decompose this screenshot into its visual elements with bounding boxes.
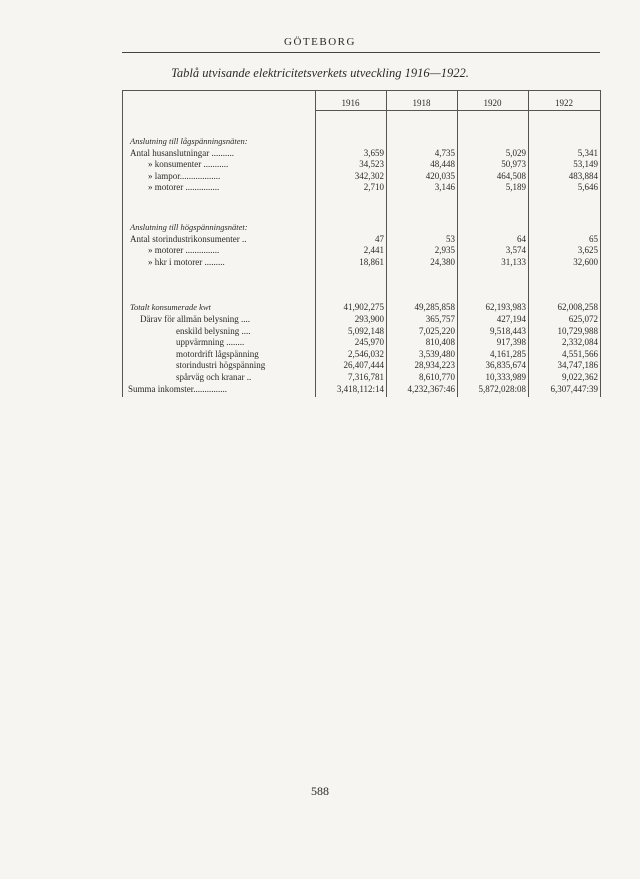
row-label: » konsumenter ........... [148,159,229,170]
table-cell: 4,161,285 [490,348,526,359]
total-cell: 6,307,447:39 [550,383,598,394]
table-cell: 2,441 [363,245,384,256]
table-cell: 26,407,444 [343,360,384,371]
table-cell: 7,316,781 [348,372,384,382]
table-cell: 28,934,223 [414,360,455,371]
table-cell: 3,574 [505,245,526,256]
page-header: GÖTEBORG [284,36,356,48]
table-cell: 10,729,988 [557,325,598,336]
table-cell: 427,194 [496,314,526,324]
table-cell: 5,646 [577,182,598,193]
row-label: » hkr i motorer ......... [148,256,225,267]
table-cell: 4,735 [434,147,455,158]
table-cell: 4,551,566 [562,348,598,359]
year-header: 1920 [483,98,502,108]
table-cell: 41,902,275 [343,302,384,313]
section-heading: Anslutning till högspänningsnätet: [130,222,248,232]
table-cell: 32,600 [573,256,598,267]
table-cell: 48,448 [430,159,455,170]
table-cell: 5,029 [505,147,526,158]
table-title: Tablå utvisande elektricitetsverkets utveckling 1916—1922. [171,66,469,80]
table-cell: 3,539,480 [419,348,455,359]
table-cell: 2,332,084 [562,337,598,348]
table-cell: 62,193,983 [485,302,526,313]
total-cell: 3,418,112:14 [336,383,384,394]
table-cell: 3,625 [577,245,598,256]
table-cell: 53,149 [573,159,598,170]
table-cell: 3,146 [434,182,455,193]
table-cell: 50,973 [501,159,526,170]
column-divider [600,90,601,397]
table-cell: 64 [517,233,526,244]
header-row-divider [315,110,600,111]
row-label: » motorer ............... [148,245,220,256]
table-cell: 342,302 [354,170,384,181]
table-cell: 2,935 [434,245,455,256]
table-cell: 2,546,032 [348,348,384,359]
table-cell: 3,659 [363,147,384,158]
row-label: Därav för allmän belysning .... [140,314,250,324]
section-heading: Anslutning till lågspänningsnäten: [130,136,248,146]
table-cell: 9,022,362 [562,372,598,382]
row-label: » motorer ............... [148,182,220,193]
row-label: uppvärmning ........ [176,337,245,348]
row-label: storindustri högspänning [176,360,266,371]
row-label: » lampor.................. [148,170,221,181]
table-cell: 625,072 [568,314,598,324]
table-cell: 34,523 [359,159,384,170]
table-cell: 7,025,220 [419,325,455,336]
year-header: 1918 [412,98,431,108]
table-cell: 917,398 [496,337,526,348]
table-cell: 10,333,989 [485,372,526,382]
row-label: motordrift lågspänning [176,348,259,359]
table-cell: 8,610,770 [419,372,455,382]
table-cell: 49,285,858 [414,302,455,313]
table-cell: 5,341 [577,147,598,158]
table-cell: 34,747,186 [557,360,598,371]
table-cell: 5,189 [505,182,526,193]
row-label: Antal storindustrikonsumenter .. [130,233,247,244]
table-cell: 31,133 [501,256,526,267]
total-cell: 4,232,367:46 [407,383,455,394]
table-cell: 65 [589,233,598,244]
year-header: 1922 [555,98,573,108]
table-cell: 18,861 [359,256,384,267]
table-cell: 53 [446,233,455,244]
table-cell: 47 [375,233,384,244]
table-cell: 5,092,148 [348,325,384,336]
table-cell: 36,835,674 [485,360,526,371]
total-label: Summa inkomster............... [128,383,227,394]
table-cell: 293,900 [354,314,384,324]
row-label: spårväg och kranar .. [176,372,252,382]
table-cell: 365,757 [425,314,455,324]
table-cell: 24,380 [430,256,455,267]
statistics-table [122,90,600,397]
column-divider [122,90,123,397]
table-cell: 9,518,443 [490,325,526,336]
table-cell: 2,710 [363,182,384,193]
row-label: enskild belysning .... [176,325,251,336]
year-header: 1916 [341,98,360,108]
total-cell: 5,872,028:08 [478,383,526,394]
table-cell: 420,035 [425,170,455,181]
table-cell: 464,508 [496,170,526,181]
table-cell: 245,970 [354,337,384,348]
section-heading: Totalt konsumerade kwt [130,302,211,313]
table-cell: 810,408 [425,337,455,348]
header-rule [122,52,600,53]
page-number: 588 [311,784,329,798]
row-label: Antal husanslutningar .......... [130,147,234,158]
table-cell: 62,008,258 [557,302,598,313]
table-cell: 483,884 [568,170,598,181]
